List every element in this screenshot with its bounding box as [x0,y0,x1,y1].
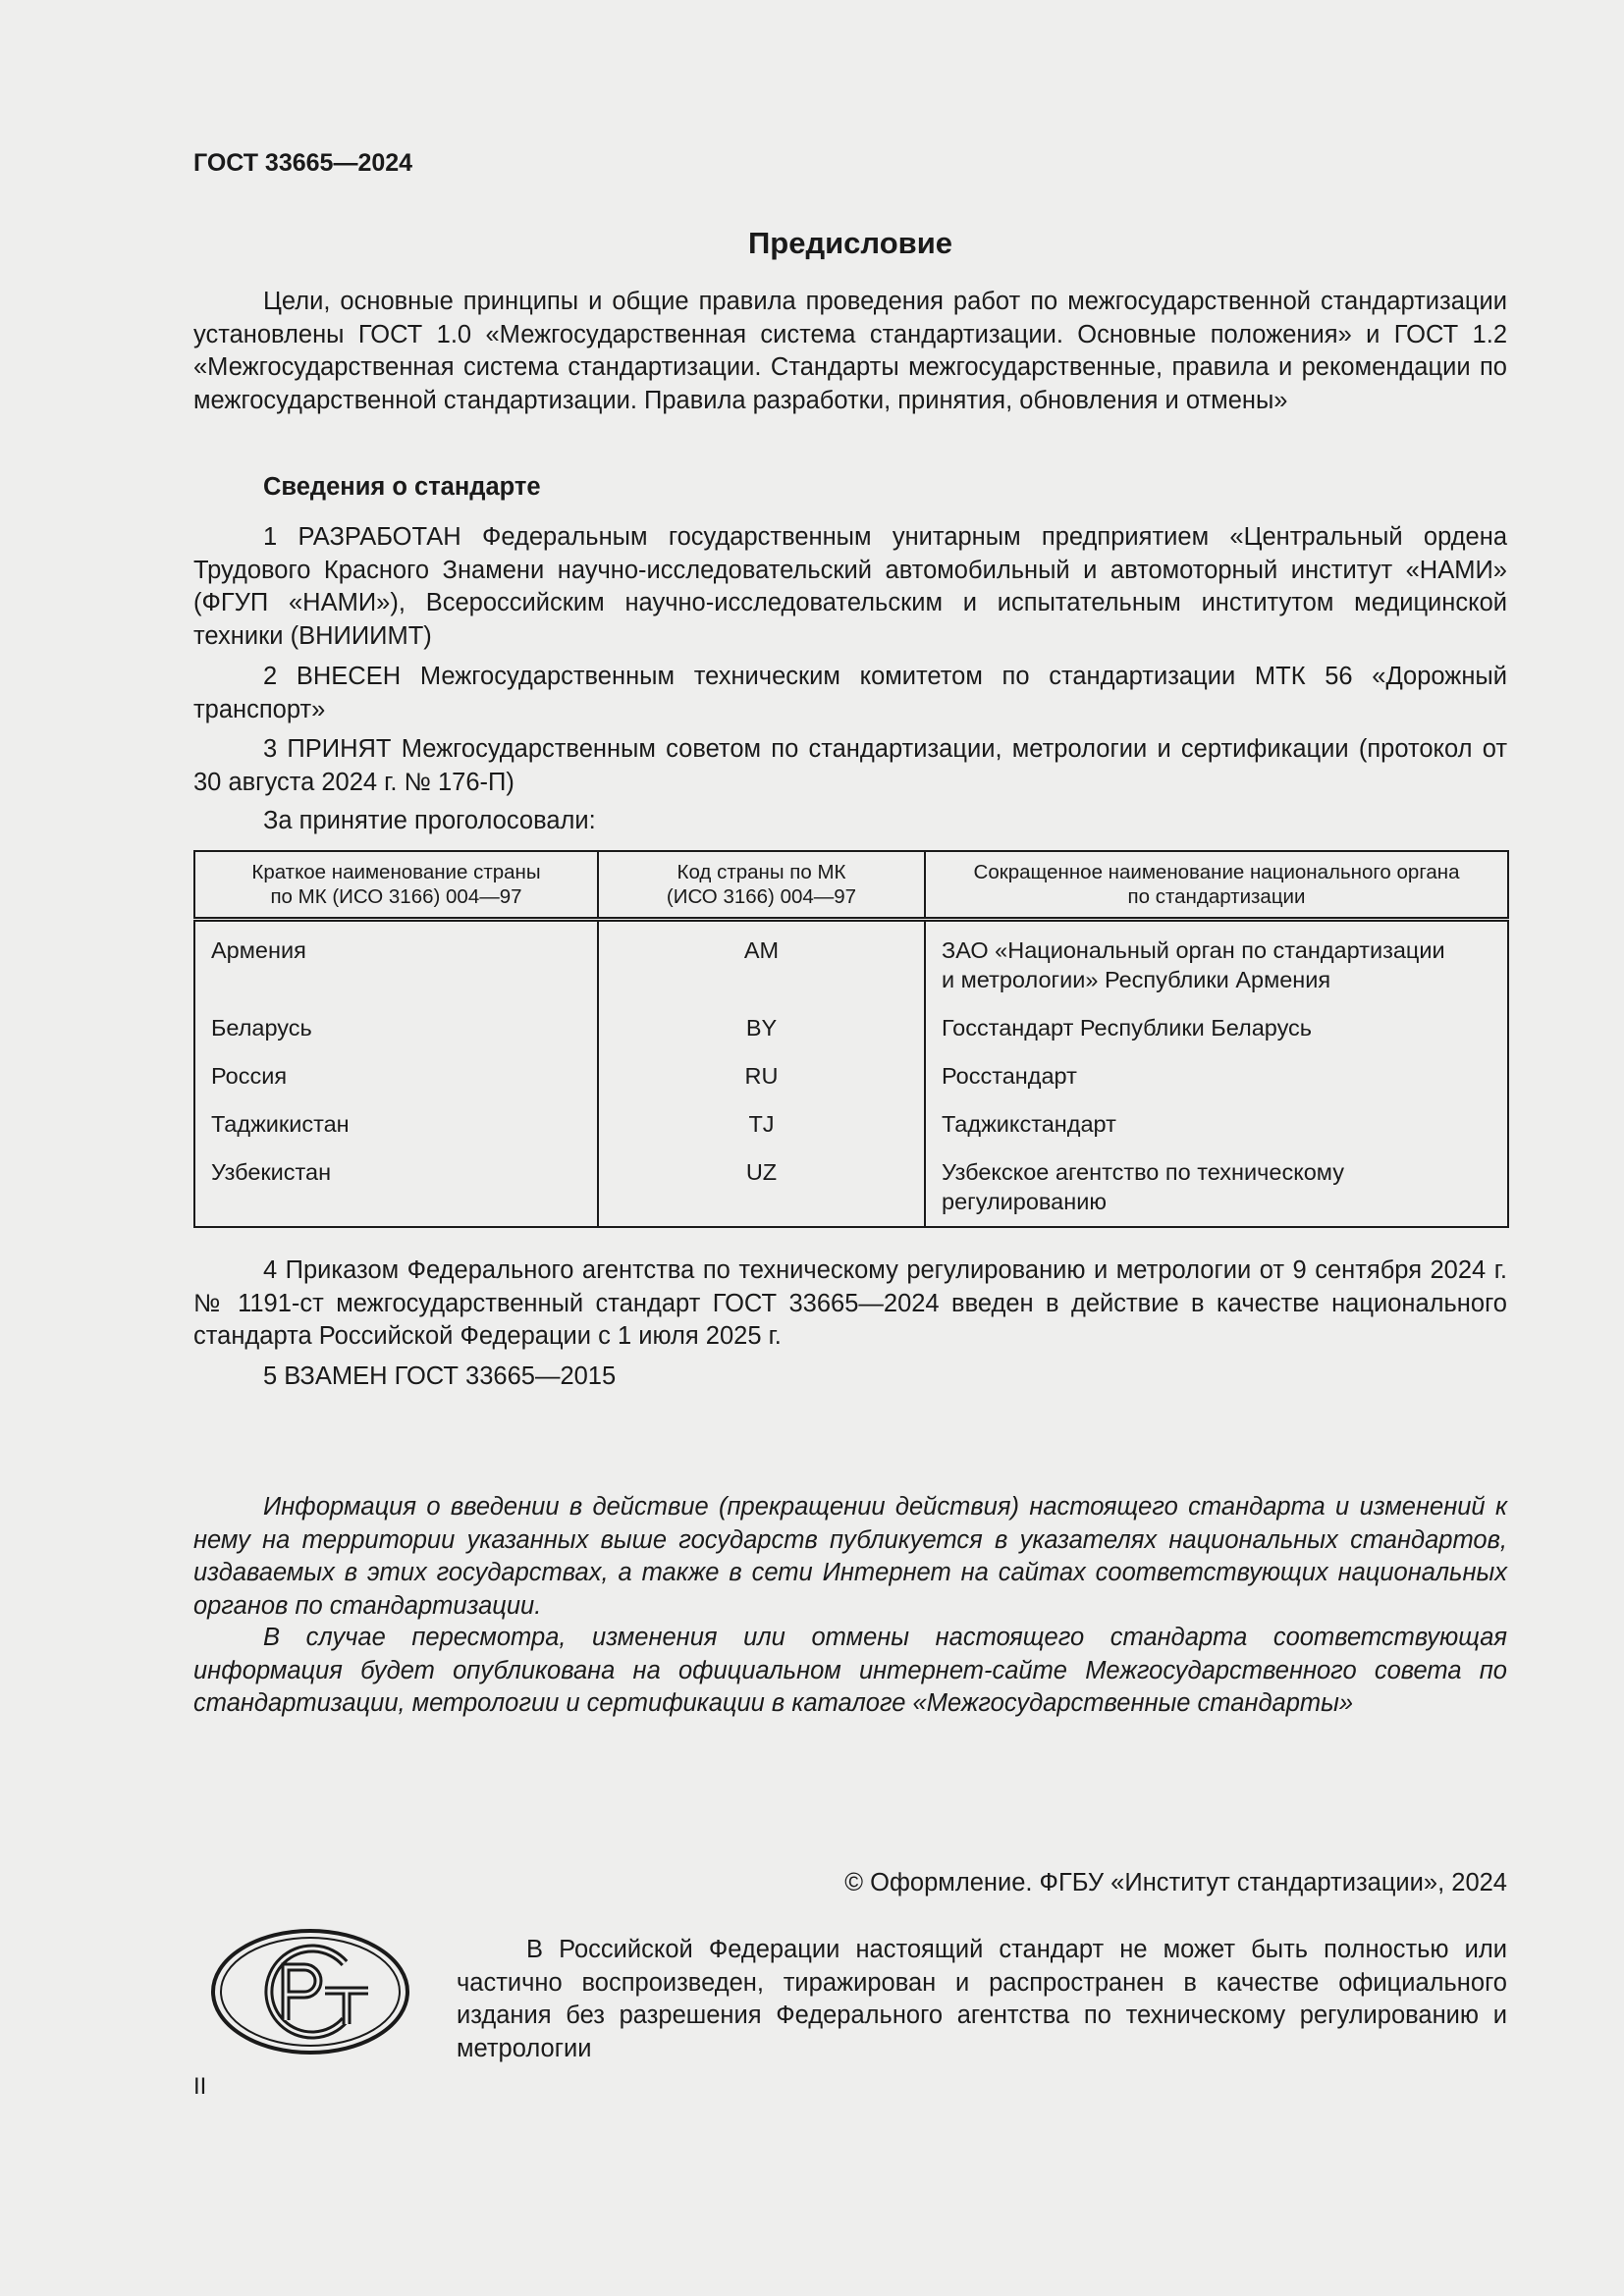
page-title: Предисловие [747,226,952,260]
standard-code: ГОСТ 33665—2024 [193,149,413,177]
cell-country: Беларусь [194,994,598,1042]
item-4-enacted: 4 Приказом Федерального агентства по техническому регулированию и метрологии от 9 сентября 2024 г. № 1191-ст межгосударственный стандарт ГОСТ 33665—2024 введен в действие в качестве национального стандарта Российской Федерации с 1 июля 2025 г. [193,1256,1507,1350]
notice-info-paragraph: Информация о введении в действие (прекращении действия) настоящего стандарта и изменений к нему на территории указанных выше государств публикуется в указателях национальных стандартов, издаваемых в этих государствах, а также в сети Интернет на сайтах соответствующих национальных органов по стандартизации. [193,1493,1507,1620]
cell-code: TJ [598,1091,925,1139]
cell-body: Таджикстандарт [925,1091,1508,1139]
cell-code: RU [598,1042,925,1091]
item-2-submitted: 2 ВНЕСЕН Межгосударственным техническим комитетом по стандартизации МТК 56 «Дорожный транспорт» [193,663,1507,723]
cell-body: Росстандарт [925,1042,1508,1091]
cell-body: ЗАО «Национальный орган по стандартизации и метрологии» Республики Армения [925,920,1508,995]
header-code-text: Код страны по МК (ИСО 3166) 004—97 [666,861,857,908]
table-row [194,1091,1508,1139]
cell-code: UZ [598,1139,925,1227]
table-header-code [598,851,925,920]
table-header-body [925,851,1508,920]
table-row [194,1139,1508,1227]
item-3-adopted: 3 ПРИНЯТ Межгосударственным советом по стандартизации, метрологии и сертификации (протокол от 30 августа 2024 г. № 176-П) [193,735,1507,796]
voting-table [193,850,1509,1228]
item-5-replaces: 5 ВЗАМЕН ГОСТ 33665—2015 [263,1362,617,1390]
table-header-row [194,851,1508,920]
rst-certification-mark-icon [209,1926,411,2057]
table-row [194,1042,1508,1091]
cell-country: Армения [194,920,598,995]
cell-country: Таджикистан [194,1091,598,1139]
table-row [194,994,1508,1042]
page-number: II [193,2073,207,2100]
table-row [194,920,1508,995]
header-body-text: Сокращенное наименование национального органа по стандартизации [973,861,1460,908]
item-1-developed: 1 РАЗРАБОТАН Федеральным государственным унитарным предприятием «Центральный ордена Трудового Красного Знамени научно-исследовательский автомобильный и автомоторный институт «НАМИ» (ФГУП «НАМИ»), Всероссийским научно-исследовательским и испытательным институтом медицинской техники (ВНИИИМТ) [193,523,1507,650]
cell-body: Госстандарт Республики Беларусь [925,994,1508,1042]
notice-revision-paragraph: В случае пересмотра, изменения или отмены настоящего стандарта соответствующая информация будет опубликована на официальном интернет-сайте Межгосударственного совета по стандартизации, метрологии и сертификации в каталоге «Межгосударственные стандарты» [193,1624,1507,1717]
cell-country: Россия [194,1042,598,1091]
cell-body: Узбекское агентство по техническому регулированию [925,1139,1508,1227]
header-country-text: Краткое наименование страны по МК (ИСО 3166) 004—97 [251,861,541,908]
cell-code: BY [598,994,925,1042]
cell-country: Узбекистан [194,1139,598,1227]
intro-paragraph: Цели, основные принципы и общие правила проведения работ по межгосударственной стандартизации установлены ГОСТ 1.0 «Межгосударственная система стандартизации. Основные положения» и ГОСТ 1.2 «Межгосударственная система стандартизации. Стандарты межгосударственные, правила и рекомендации по межгосударственной стандартизации. Правила разработки, принятия, обновления и отмены» [193,288,1507,414]
cell-code: AM [598,920,925,995]
rights-notice: В Российской Федерации настоящий стандарт не может быть полностью или частично воспроизведен, тиражирован и распространен в качестве официального издания без разрешения Федерального агентства по техническому регулированию и метрологии [457,1936,1507,2062]
info-heading: Сведения о стандарте [263,473,541,501]
copyright-line: © Оформление. ФГБУ «Институт стандартизации», 2024 [844,1869,1507,1896]
voted-label: За принятие проголосовали: [263,807,596,834]
table-header-country [194,851,598,920]
